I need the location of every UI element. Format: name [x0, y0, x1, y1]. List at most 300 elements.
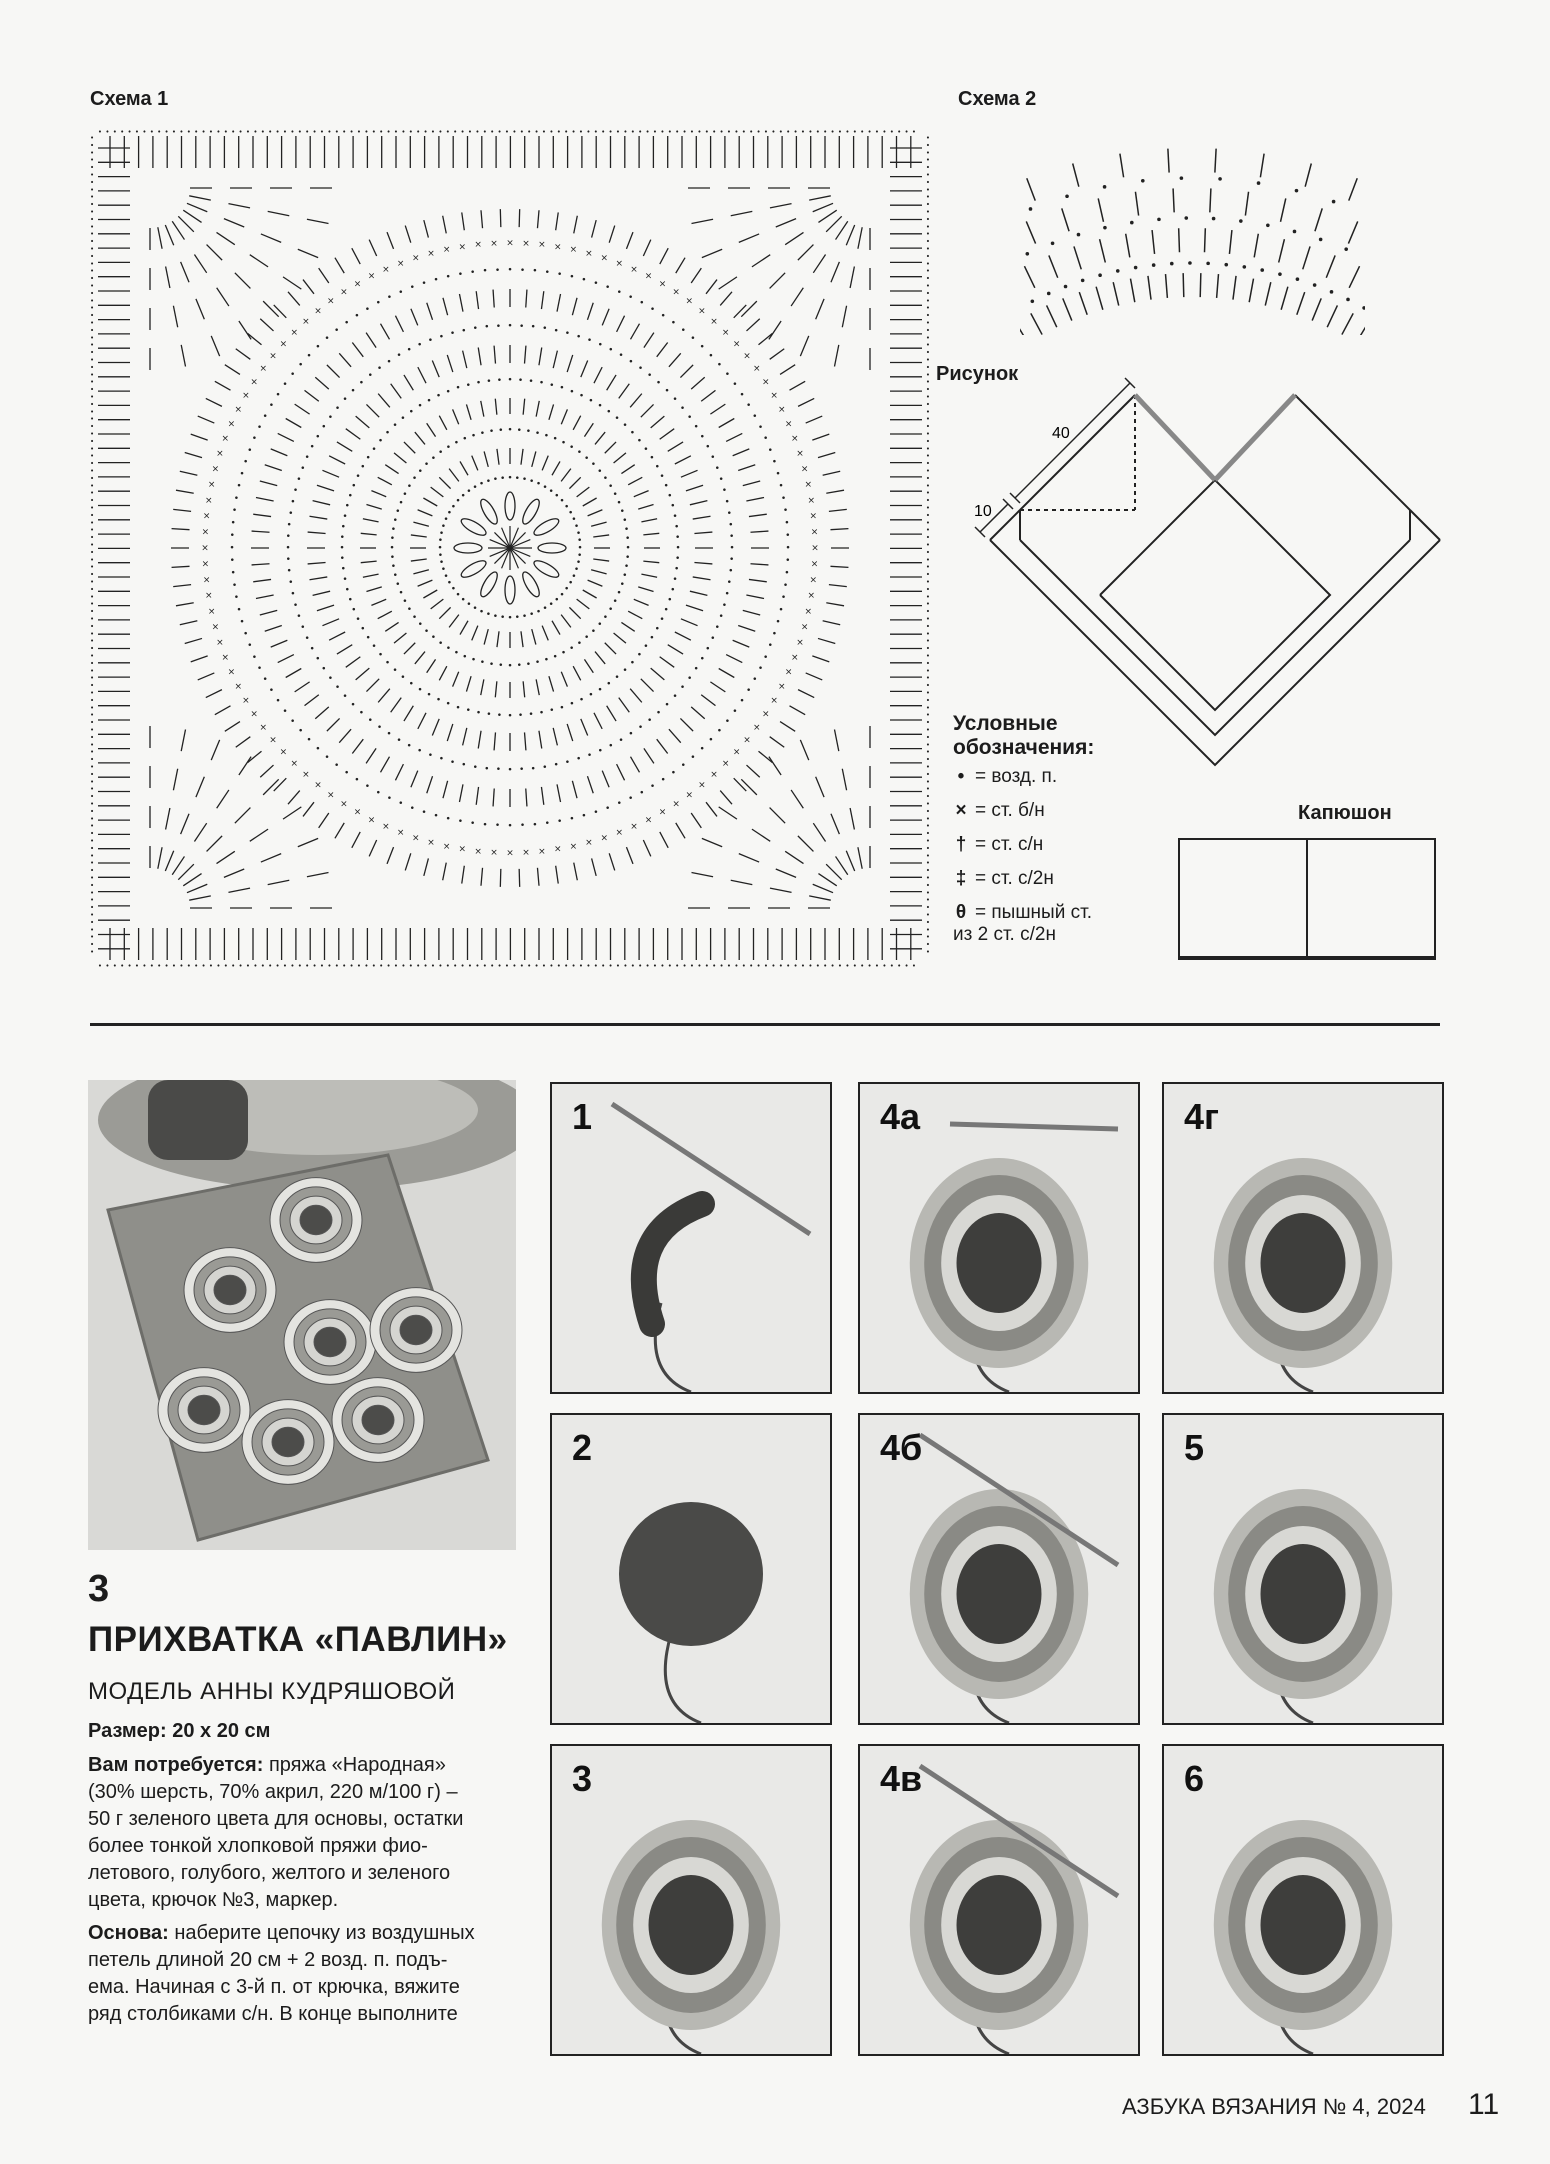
- svg-text:•: •: [90, 319, 95, 327]
- svg-text:•: •: [90, 511, 95, 520]
- svg-text:•: •: [724, 497, 730, 508]
- svg-text:•: •: [401, 962, 406, 968]
- svg-text:•: •: [286, 520, 292, 531]
- svg-text:•: •: [925, 444, 930, 453]
- svg-text:•: •: [386, 962, 391, 968]
- svg-text:•: •: [342, 512, 348, 523]
- svg-text:•: •: [680, 760, 686, 771]
- svg-text:•: •: [739, 696, 745, 707]
- svg-text:•: •: [608, 741, 614, 752]
- svg-text:•: •: [925, 644, 930, 653]
- svg-text:•: •: [467, 128, 473, 136]
- svg-text:•: •: [507, 425, 513, 436]
- svg-text:•: •: [457, 269, 464, 280]
- svg-text:•: •: [90, 385, 95, 394]
- svg-text:•: •: [142, 128, 147, 136]
- svg-text:•: •: [568, 442, 575, 453]
- svg-text:×: ×: [644, 271, 653, 282]
- svg-text:•: •: [90, 607, 95, 616]
- svg-text:•: •: [90, 822, 95, 831]
- svg-text:•: •: [689, 128, 695, 136]
- motif-image: [1164, 1746, 1442, 2054]
- svg-text:•: •: [800, 128, 806, 136]
- svg-text:•: •: [925, 504, 930, 512]
- svg-text:•: •: [785, 543, 791, 554]
- svg-text:•: •: [622, 571, 628, 582]
- svg-text:•: •: [837, 962, 843, 968]
- svg-text:•: •: [556, 962, 561, 968]
- hood-divider: [1306, 840, 1308, 956]
- svg-text:•: •: [925, 393, 930, 401]
- svg-text:×: ×: [810, 559, 819, 570]
- svg-text:×: ×: [600, 833, 609, 844]
- svg-text:•: •: [925, 837, 930, 845]
- svg-text:•: •: [860, 128, 865, 136]
- svg-text:•: •: [629, 428, 636, 439]
- svg-text:•: •: [484, 764, 490, 775]
- svg-text:×: ×: [698, 306, 706, 317]
- svg-text:•: •: [392, 515, 398, 526]
- svg-text:•: •: [427, 750, 434, 761]
- svg-text:•: •: [616, 799, 622, 810]
- svg-text:•: •: [534, 128, 539, 136]
- svg-text:•: •: [157, 128, 162, 136]
- svg-text:•: •: [438, 332, 445, 343]
- svg-text:•: •: [675, 962, 680, 968]
- puff-symbol-icon: θ: [955, 902, 967, 923]
- svg-text:•: •: [697, 962, 702, 968]
- svg-text:×: ×: [411, 253, 420, 264]
- svg-text:•: •: [679, 683, 686, 694]
- svg-text:•: •: [925, 896, 930, 905]
- svg-text:•: •: [392, 665, 398, 676]
- svg-text:•: •: [437, 543, 443, 554]
- svg-text:•: •: [90, 430, 95, 438]
- svg-text:•: •: [90, 348, 95, 357]
- svg-text:•: •: [90, 866, 95, 875]
- svg-text:•: •: [321, 664, 327, 675]
- svg-text:•: •: [925, 378, 930, 387]
- svg-text:×: ×: [710, 316, 718, 327]
- legend-text: из 2 ст. с/2н: [953, 924, 1056, 945]
- step-number: 3: [572, 1758, 593, 1799]
- svg-text:×: ×: [227, 419, 236, 430]
- svg-text:•: •: [490, 128, 495, 136]
- sc-symbol-icon: ×: [955, 800, 967, 821]
- svg-text:•: •: [925, 407, 930, 416]
- svg-text:•: •: [90, 304, 95, 313]
- svg-text:•: •: [375, 298, 381, 309]
- svg-text:•: •: [297, 128, 302, 136]
- svg-text:•: •: [532, 266, 538, 277]
- svg-text:•: •: [925, 385, 930, 394]
- svg-text:•: •: [455, 383, 461, 394]
- svg-text:•: •: [586, 962, 591, 968]
- svg-text:×: ×: [804, 606, 813, 617]
- svg-text:•: •: [423, 128, 428, 136]
- svg-text:•: •: [845, 962, 850, 968]
- svg-text:•: •: [393, 962, 399, 968]
- svg-text:•: •: [670, 768, 677, 779]
- svg-text:•: •: [619, 579, 625, 590]
- svg-text:•: •: [732, 380, 738, 391]
- svg-text:•: •: [925, 467, 930, 475]
- svg-text:•: •: [466, 600, 472, 611]
- svg-text:•: •: [925, 333, 930, 342]
- svg-text:•: •: [411, 612, 418, 623]
- svg-text:•: •: [569, 814, 575, 825]
- svg-text:•: •: [771, 128, 776, 136]
- svg-text:•: •: [925, 193, 930, 202]
- step-photo: [550, 1744, 832, 2056]
- svg-text:•: •: [90, 481, 95, 490]
- svg-text:•: •: [229, 543, 235, 554]
- svg-text:•: •: [438, 754, 445, 765]
- svg-text:•: •: [686, 673, 693, 684]
- svg-text:•: •: [852, 962, 857, 968]
- svg-text:•: •: [90, 311, 95, 320]
- svg-text:•: •: [343, 318, 350, 329]
- svg-text:•: •: [97, 128, 103, 136]
- svg-text:•: •: [465, 380, 471, 391]
- svg-text:×: ×: [569, 245, 578, 256]
- svg-text:•: •: [231, 506, 238, 517]
- svg-text:•: •: [577, 543, 583, 554]
- svg-text:•: •: [925, 541, 930, 549]
- svg-text:•: •: [553, 326, 559, 337]
- svg-text:•: •: [507, 265, 513, 276]
- svg-text:•: •: [548, 600, 554, 611]
- svg-text:•: •: [90, 748, 95, 757]
- svg-text:•: •: [282, 128, 288, 136]
- svg-text:×: ×: [382, 822, 390, 833]
- svg-text:•: •: [517, 375, 524, 386]
- svg-text:•: •: [445, 387, 451, 398]
- svg-text:•: •: [179, 962, 184, 968]
- svg-text:•: •: [925, 866, 930, 875]
- svg-text:•: •: [925, 481, 930, 490]
- svg-text:•: •: [528, 710, 534, 721]
- svg-text:×: ×: [367, 815, 376, 826]
- svg-text:•: •: [90, 763, 95, 771]
- step-photo: [858, 1413, 1140, 1725]
- svg-text:•: •: [437, 638, 444, 649]
- svg-text:•: •: [627, 293, 634, 304]
- needs-line: цвета, крючок №3, маркер.: [88, 1889, 339, 1911]
- svg-text:•: •: [518, 765, 525, 776]
- svg-text:×: ×: [743, 351, 751, 362]
- svg-text:•: •: [583, 633, 590, 644]
- svg-text:•: •: [521, 475, 528, 486]
- svg-text:•: •: [296, 612, 302, 623]
- svg-text:×: ×: [800, 622, 809, 633]
- svg-text:•: •: [90, 844, 95, 853]
- svg-text:•: •: [426, 396, 432, 407]
- svg-text:•: •: [453, 128, 458, 136]
- svg-text:×: ×: [644, 815, 653, 826]
- svg-text:•: •: [406, 481, 413, 492]
- svg-text:×: ×: [807, 591, 816, 602]
- legend-text: = пышный ст.: [975, 902, 1092, 923]
- base-line: петель длиной 20 см + 2 возд. п. подъ-: [88, 1949, 448, 1971]
- svg-text:•: •: [925, 415, 930, 424]
- svg-text:•: •: [230, 568, 236, 579]
- svg-text:•: •: [575, 754, 582, 765]
- svg-text:•: •: [408, 128, 413, 136]
- step-photo: [1162, 1744, 1444, 2056]
- svg-text:•: •: [575, 332, 582, 343]
- svg-text:×: ×: [784, 667, 793, 678]
- svg-text:•: •: [559, 703, 565, 714]
- svg-text:•: •: [622, 665, 628, 676]
- svg-text:•: •: [247, 445, 253, 456]
- svg-text:•: •: [925, 592, 930, 601]
- svg-text:•: •: [164, 128, 169, 136]
- svg-text:•: •: [728, 520, 734, 531]
- svg-text:•: •: [90, 141, 95, 150]
- article-author: МОДЕЛЬ АННЫ КУДРЯШОВОЙ: [88, 1678, 456, 1705]
- svg-text:×: ×: [279, 339, 288, 350]
- svg-text:•: •: [516, 661, 522, 672]
- svg-text:•: •: [402, 489, 408, 500]
- svg-text:•: •: [90, 282, 95, 290]
- svg-text:•: •: [90, 541, 95, 549]
- svg-text:•: •: [573, 521, 580, 532]
- svg-text:•: •: [360, 462, 366, 473]
- svg-text:•: •: [549, 128, 554, 136]
- svg-text:•: •: [573, 565, 580, 576]
- svg-text:•: •: [660, 311, 666, 322]
- needs-line: более тонкой хлопковой пряжи фио-: [88, 1835, 428, 1857]
- svg-text:•: •: [544, 818, 550, 829]
- svg-text:•: •: [649, 304, 656, 315]
- svg-text:•: •: [460, 491, 466, 502]
- svg-text:•: •: [710, 633, 716, 644]
- svg-text:•: •: [629, 658, 636, 669]
- svg-text:•: •: [438, 558, 445, 569]
- svg-text:•: •: [90, 622, 95, 631]
- svg-text:•: •: [659, 615, 665, 626]
- svg-text:×: ×: [796, 637, 804, 648]
- svg-text:•: •: [461, 760, 467, 771]
- svg-text:•: •: [616, 588, 622, 599]
- svg-text:•: •: [409, 283, 415, 294]
- svg-text:•: •: [654, 462, 660, 473]
- peacock-motif: [400, 1315, 432, 1344]
- svg-text:•: •: [305, 128, 310, 136]
- svg-text:•: •: [300, 463, 306, 474]
- svg-text:•: •: [559, 496, 565, 507]
- svg-text:•: •: [90, 859, 95, 868]
- svg-text:•: •: [590, 626, 597, 637]
- svg-text:•: •: [911, 962, 917, 968]
- svg-text:•: •: [127, 128, 132, 136]
- svg-text:•: •: [358, 708, 365, 719]
- svg-text:•: •: [443, 571, 449, 582]
- svg-text:•: •: [616, 498, 622, 509]
- svg-text:•: •: [616, 287, 622, 298]
- svg-text:•: •: [628, 357, 634, 368]
- svg-text:×: ×: [752, 722, 761, 733]
- article-needs: [88, 1752, 528, 2028]
- svg-text:•: •: [670, 501, 676, 512]
- svg-text:•: •: [581, 811, 587, 822]
- svg-text:•: •: [672, 574, 678, 585]
- svg-text:•: •: [785, 555, 791, 566]
- svg-text:•: •: [430, 633, 437, 644]
- svg-text:•: •: [925, 903, 930, 912]
- svg-text:•: •: [925, 696, 930, 705]
- svg-text:•: •: [542, 482, 548, 493]
- article-number: 3: [88, 1568, 110, 1610]
- svg-text:×: ×: [721, 327, 730, 338]
- needs-line: (30% шерсть, 70% акрил, 220 м/100 г) –: [88, 1781, 458, 1803]
- svg-text:•: •: [354, 775, 360, 786]
- svg-text:•: •: [845, 128, 850, 136]
- svg-text:•: •: [925, 570, 930, 579]
- svg-text:•: •: [354, 311, 360, 322]
- svg-text:×: ×: [770, 391, 778, 401]
- svg-text:•: •: [90, 415, 95, 424]
- legend-text: = ст. б/н: [975, 800, 1045, 821]
- svg-text:•: •: [889, 128, 894, 136]
- svg-text:•: •: [285, 531, 291, 542]
- svg-text:•: •: [90, 230, 95, 239]
- svg-text:•: •: [718, 474, 724, 485]
- svg-text:•: •: [342, 692, 348, 703]
- svg-text:•: •: [726, 128, 732, 136]
- svg-text:•: •: [90, 652, 95, 660]
- svg-text:•: •: [645, 128, 650, 136]
- svg-text:•: •: [90, 578, 95, 586]
- svg-text:•: •: [699, 654, 705, 665]
- svg-text:•: •: [486, 376, 492, 387]
- svg-text:•: •: [830, 962, 835, 968]
- svg-text:•: •: [586, 128, 591, 136]
- svg-text:•: •: [762, 434, 769, 445]
- svg-text:•: •: [749, 962, 754, 968]
- svg-text:•: •: [645, 962, 650, 968]
- svg-text:•: •: [654, 624, 660, 635]
- svg-text:•: •: [475, 708, 482, 719]
- svg-text:•: •: [262, 675, 268, 686]
- svg-text:•: •: [514, 473, 520, 484]
- section-divider: [90, 1023, 1440, 1026]
- svg-text:•: •: [507, 765, 513, 776]
- svg-text:•: •: [340, 564, 346, 575]
- svg-text:•: •: [194, 962, 199, 968]
- legend: [953, 712, 1094, 946]
- svg-text:•: •: [552, 434, 558, 445]
- svg-text:•: •: [541, 128, 547, 136]
- footer-magazine: АЗБУКА ВЯЗАНИЯ № 4, 2024: [1122, 2094, 1426, 2119]
- chain-symbol-icon: •: [957, 766, 965, 787]
- svg-text:•: •: [780, 493, 787, 504]
- svg-text:•: •: [655, 378, 662, 389]
- svg-text:×: ×: [809, 575, 818, 586]
- svg-text:•: •: [470, 655, 477, 666]
- svg-text:•: •: [925, 851, 930, 860]
- svg-text:•: •: [554, 491, 560, 502]
- svg-text:•: •: [186, 962, 191, 968]
- svg-text:•: •: [597, 685, 603, 696]
- svg-text:•: •: [392, 421, 398, 432]
- svg-text:•: •: [268, 962, 273, 968]
- svg-text:•: •: [925, 259, 930, 268]
- svg-text:×: ×: [685, 790, 694, 801]
- svg-text:•: •: [925, 341, 930, 350]
- svg-text:•: •: [710, 453, 716, 464]
- svg-text:•: •: [563, 584, 570, 595]
- svg-text:•: •: [421, 279, 427, 290]
- svg-text:•: •: [349, 962, 354, 968]
- svg-text:•: •: [528, 476, 535, 487]
- svg-text:•: •: [494, 265, 501, 276]
- svg-text:•: •: [583, 453, 590, 464]
- svg-text:•: •: [342, 574, 348, 585]
- svg-text:•: •: [925, 304, 930, 313]
- svg-text:•: •: [925, 703, 930, 712]
- svg-text:•: •: [925, 459, 930, 468]
- svg-text:•: •: [507, 321, 513, 332]
- svg-text:•: •: [306, 351, 312, 362]
- svg-text:•: •: [339, 554, 345, 565]
- svg-text:•: •: [339, 543, 345, 554]
- svg-text:•: •: [593, 128, 598, 136]
- svg-text:•: •: [479, 658, 486, 669]
- svg-text:•: •: [223, 962, 228, 968]
- svg-text:×: ×: [490, 848, 498, 859]
- svg-text:×: ×: [234, 681, 243, 692]
- svg-text:•: •: [230, 518, 236, 529]
- svg-text:×: ×: [442, 841, 451, 852]
- svg-text:•: •: [925, 430, 930, 438]
- svg-text:•: •: [327, 962, 332, 968]
- svg-text:•: •: [90, 703, 95, 712]
- svg-text:•: •: [925, 555, 930, 564]
- svg-text:•: •: [247, 641, 253, 652]
- svg-text:•: •: [627, 793, 634, 804]
- svg-text:•: •: [186, 128, 191, 136]
- svg-text:•: •: [726, 578, 732, 589]
- svg-text:•: •: [724, 370, 731, 381]
- svg-text:•: •: [556, 269, 563, 280]
- svg-text:•: •: [327, 413, 334, 424]
- step-number: 4г: [1184, 1096, 1220, 1137]
- svg-text:•: •: [647, 716, 653, 727]
- svg-text:•: •: [90, 911, 95, 919]
- svg-text:•: •: [223, 128, 228, 136]
- svg-text:•: •: [559, 383, 565, 394]
- svg-text:•: •: [90, 740, 95, 749]
- svg-text:•: •: [497, 962, 502, 968]
- svg-text:•: •: [538, 378, 545, 389]
- svg-text:•: •: [275, 128, 280, 136]
- svg-text:×: ×: [490, 238, 498, 249]
- svg-text:•: •: [282, 706, 288, 717]
- svg-text:•: •: [734, 962, 739, 968]
- svg-text:•: •: [90, 489, 95, 498]
- svg-text:•: •: [445, 814, 451, 825]
- svg-text:•: •: [256, 422, 263, 433]
- svg-text:•: •: [342, 394, 348, 405]
- svg-text:•: •: [507, 661, 513, 672]
- svg-text:×: ×: [207, 480, 216, 491]
- svg-text:•: •: [90, 222, 95, 231]
- needs-label: Вам потребуется:: [88, 1754, 264, 1776]
- svg-text:•: •: [296, 474, 302, 485]
- svg-text:•: •: [925, 718, 930, 727]
